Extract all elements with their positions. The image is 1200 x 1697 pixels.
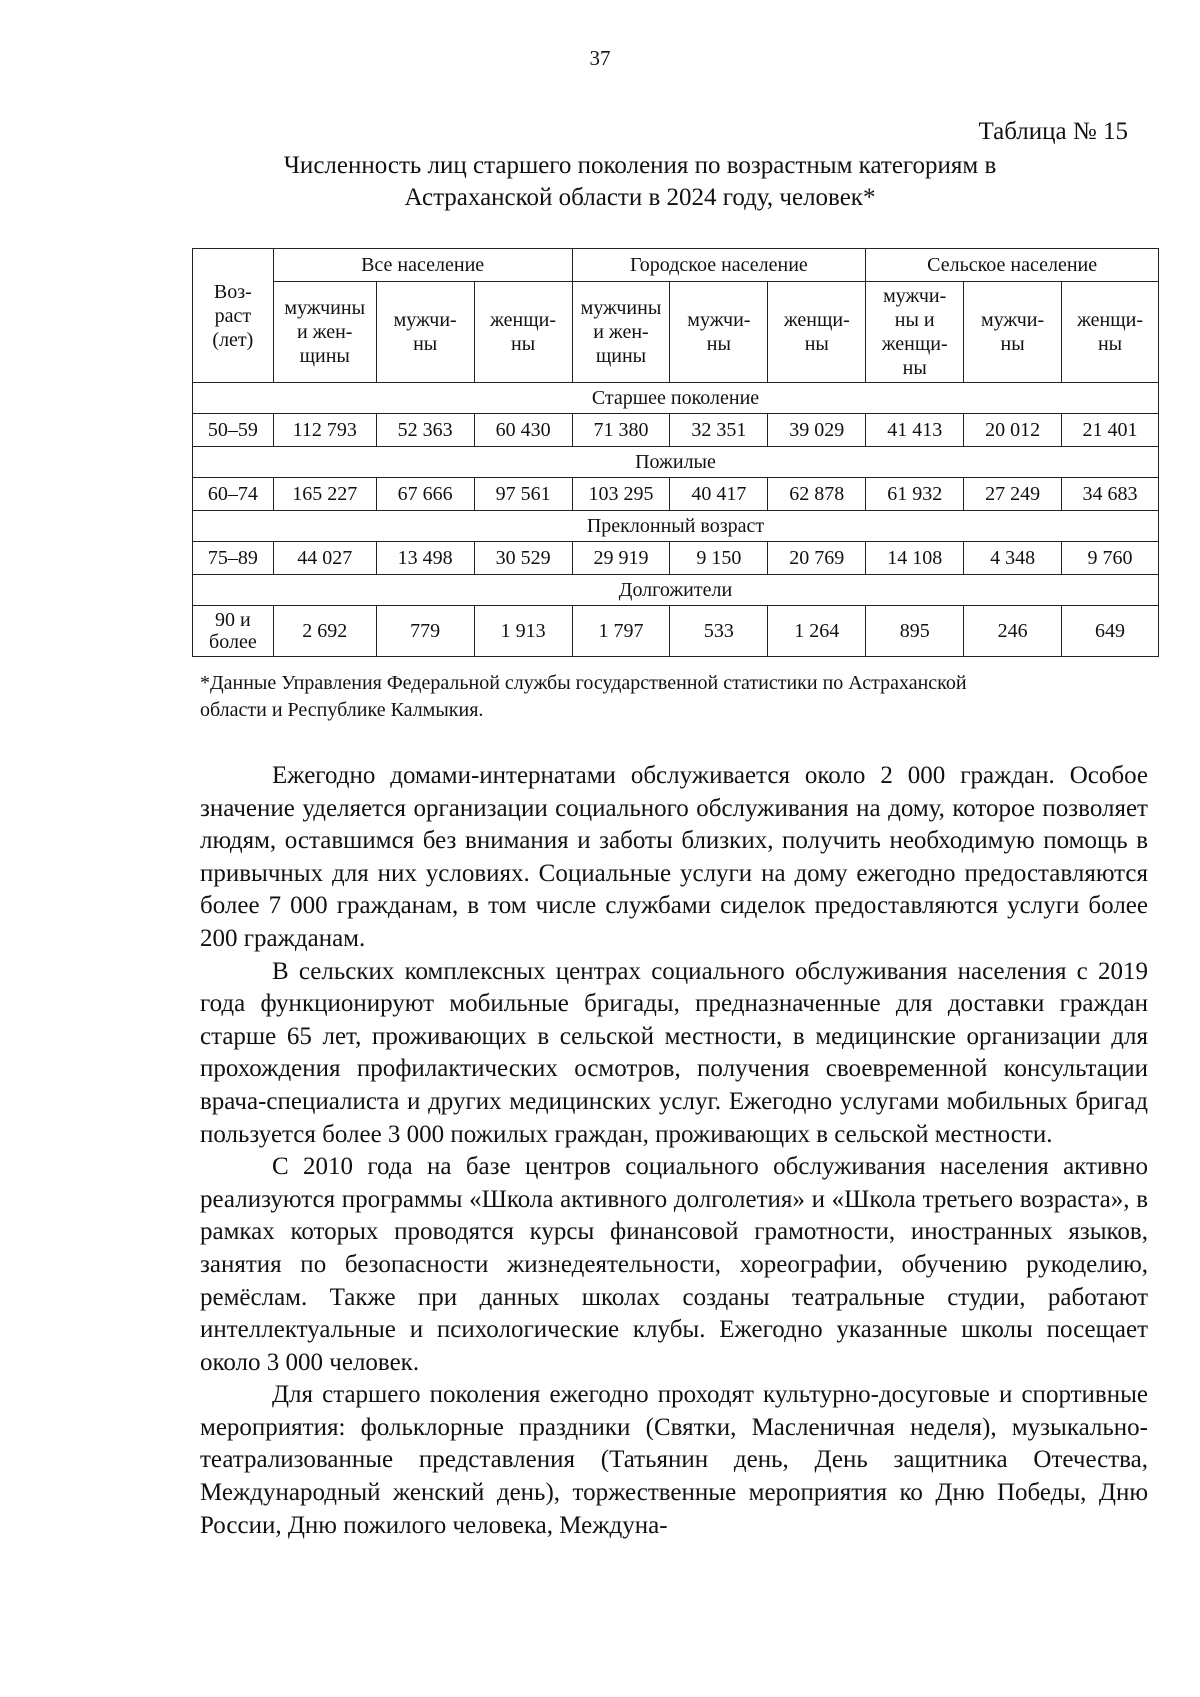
value-cell: 20 769 — [768, 542, 866, 575]
paragraph: В сельских комплексных центрах социального обслуживания населения с 2019 года функционируют мобильные бригады, предназначенные для доставки граждан старше 65 лет, проживающих в сельской местности, в медицинские организации для прохождения профилактических осмотров, получения своевременной консультации врача-специалиста и других медицинских услуг. Ежегодно услугами мобильных бригад пользуется более 3 000 пожилых граждан, проживающих в сельской местности. — [200, 957, 1148, 1148]
sub-header — [670, 282, 768, 383]
value-cell: 40 417 — [670, 478, 768, 511]
cell-line: мужчины — [284, 297, 366, 319]
age-header — [193, 249, 274, 383]
cell-line: ны — [510, 333, 536, 355]
value-cell: 44 027 — [273, 542, 376, 575]
subheader-row — [193, 282, 1159, 383]
value-cell: 1 913 — [474, 606, 572, 657]
table-row — [193, 414, 1159, 447]
cell-line: мужчи- — [883, 285, 947, 307]
value-cell: 71 380 — [572, 414, 670, 447]
footnote-line: *Данные Управления Федеральной службы государственной статистики по Астраханской — [200, 672, 967, 694]
value-cell: 34 683 — [1062, 478, 1159, 511]
cell-line: более — [209, 631, 257, 653]
table-row — [193, 606, 1159, 657]
value-cell: 62 878 — [768, 478, 866, 511]
paragraph: Для старшего поколения ежегодно проходят культурно-досуговые и спортивные мероприятия: фольклорные праздники (Святки, Масленичная неделя), музыкально-театрализованные представления (Татьянин день, День защитника Отечества, Международный женский день), торжественные мероприятия ко Дню Победы, Дню России, Дню пожилого человека, Междуна- — [200, 1381, 1148, 1539]
table-title-line: Численность лиц старшего поколения по возрастным категориям в — [283, 152, 997, 179]
section-title: Долгожители — [193, 575, 1159, 606]
value-cell: 9 150 — [670, 542, 768, 575]
group-header: Все население — [273, 249, 572, 282]
cell-line: женщи- — [783, 309, 850, 331]
age-cell — [193, 478, 274, 511]
value-cell: 27 249 — [964, 478, 1062, 511]
table-title — [200, 150, 1080, 214]
section-title: Пожилые — [193, 447, 1159, 478]
value-cell: 14 108 — [866, 542, 964, 575]
cell-line: женщи- — [881, 333, 948, 355]
value-cell: 103 295 — [572, 478, 670, 511]
cell-line: ны — [1097, 333, 1123, 355]
cell-line: и жен- — [296, 321, 353, 343]
value-cell: 1 797 — [572, 606, 670, 657]
body-text — [200, 760, 1148, 1542]
section-row — [193, 575, 1159, 606]
cell-line: мужчи- — [981, 309, 1045, 331]
value-cell: 4 348 — [964, 542, 1062, 575]
cell-line: мужчи- — [687, 309, 751, 331]
value-cell: 60 430 — [474, 414, 572, 447]
section-row — [193, 511, 1159, 542]
cell-line: 60–74 — [207, 483, 258, 505]
group-header: Сельское население — [866, 249, 1159, 282]
cell-line: 90 и — [215, 609, 251, 631]
cell-line: женщи- — [490, 309, 557, 331]
paragraph: С 2010 года на базе центров социального обслуживания населения активно реализуются программы «Школа активного долголетия» и «Школа третьего возраста», в рамках которых проводятся курсы финансовой грамотности, иностранных языков, занятия по безопасности жизнедеятельности, хореографии, обучению рукоделию, ремёслам. Также при данных школах созданы театральные студии, работают интеллектуальные и психологические клубы. Ежегодно указанные школы посещает около 3 000 человек. — [200, 1153, 1148, 1376]
sub-header — [964, 282, 1062, 383]
value-cell: 779 — [376, 606, 474, 657]
value-cell: 21 401 — [1062, 414, 1159, 447]
cell-line: щины — [595, 345, 647, 367]
cell-line: женщи- — [1077, 309, 1143, 331]
value-cell: 20 012 — [964, 414, 1062, 447]
cell-line: ны — [902, 357, 927, 379]
value-cell: 1 264 — [768, 606, 866, 657]
value-cell: 39 029 — [768, 414, 866, 447]
sub-header — [572, 282, 670, 383]
value-cell: 61 932 — [866, 478, 964, 511]
cell-line: мужчины — [580, 297, 662, 319]
value-cell: 165 227 — [273, 478, 376, 511]
cell-line: Воз- — [213, 280, 252, 303]
header-row — [193, 249, 1159, 282]
sub-header — [768, 282, 866, 383]
cell-line: ны — [706, 333, 731, 355]
value-cell: 97 561 — [474, 478, 572, 511]
table-footnote — [200, 670, 1170, 724]
value-cell: 246 — [964, 606, 1062, 657]
page-number: 37 — [589, 46, 611, 70]
value-cell: 13 498 — [376, 542, 474, 575]
sub-header — [866, 282, 964, 383]
value-cell: 32 351 — [670, 414, 768, 447]
sub-header — [376, 282, 474, 383]
age-cell — [193, 542, 274, 575]
value-cell: 9 760 — [1062, 542, 1159, 575]
statistics-table — [192, 248, 1159, 657]
section-row — [193, 447, 1159, 478]
value-cell: 30 529 — [474, 542, 572, 575]
value-cell: 649 — [1062, 606, 1159, 657]
value-cell: 533 — [670, 606, 768, 657]
value-cell: 29 919 — [572, 542, 670, 575]
cell-line: ны — [413, 333, 438, 355]
value-cell: 52 363 — [376, 414, 474, 447]
cell-line: щины — [299, 345, 350, 367]
section-title: Старшее поколение — [193, 383, 1159, 414]
age-cell — [193, 414, 274, 447]
section-row — [193, 383, 1159, 414]
table-label: Таблица № 15 — [978, 118, 1128, 145]
value-cell: 2 692 — [273, 606, 376, 657]
cell-line: и жен- — [593, 321, 649, 343]
value-cell: 895 — [866, 606, 964, 657]
cell-line: ны и — [894, 309, 935, 331]
cell-line: (лет) — [212, 328, 254, 351]
cell-line: 75–89 — [207, 547, 258, 569]
cell-line: ны — [1000, 333, 1025, 355]
value-cell: 41 413 — [866, 414, 964, 447]
table-row — [193, 478, 1159, 511]
sub-header — [1062, 282, 1159, 383]
section-title: Преклонный возраст — [193, 511, 1159, 542]
table-title-line: Астраханской области в 2024 году, человек* — [404, 184, 876, 211]
table-row — [193, 542, 1159, 575]
group-header: Городское население — [572, 249, 866, 282]
footnote-line: области и Республике Калмыкия. — [200, 699, 484, 721]
cell-line: раст — [214, 304, 252, 327]
sub-header — [474, 282, 572, 383]
cell-line: ны — [804, 333, 829, 355]
cell-line: мужчи- — [393, 309, 457, 331]
value-cell: 67 666 — [376, 478, 474, 511]
age-cell — [193, 606, 274, 657]
value-cell: 112 793 — [273, 414, 376, 447]
cell-line: 50–59 — [207, 419, 258, 441]
paragraph: Ежегодно домами-интернатами обслуживается около 2 000 граждан. Особое значение уделяется организации социального обслуживания на дому, которое позволяет людям, оставшимся без внимания и заботы близких, получить необходимую помощь в привычных для них условиях. Социальные услуги на дому ежегодно предоставляются более 7 000 гражданам, в том числе службами сиделок предоставляются услуги более 200 гражданам. — [200, 762, 1148, 952]
sub-header — [273, 282, 376, 383]
